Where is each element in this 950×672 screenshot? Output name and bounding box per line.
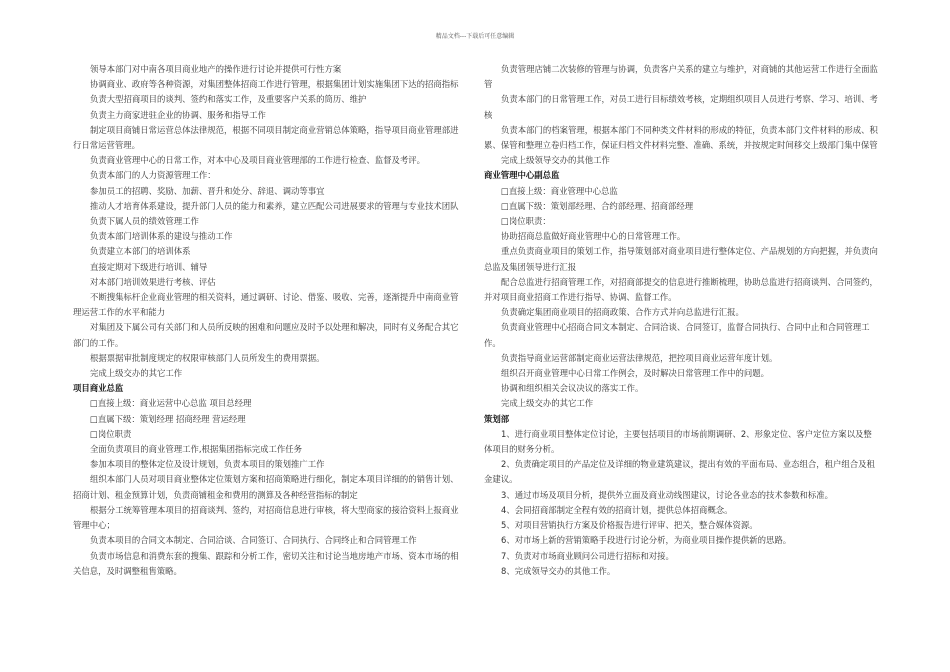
- paragraph: □岗位职责：: [501, 216, 551, 227]
- paragraph: □直接上级：商业运营中心总监 项目总经理: [90, 398, 252, 409]
- paragraph: 负责本部门培训体系的建设与推动工作: [90, 231, 233, 242]
- paragraph: 负责下属人员的绩效管理工作: [90, 216, 199, 227]
- paragraph: 1、进行商业项目整体定位讨论，主要包括项目的市场前期调研、2、形象定位、客户定位方案以及整体项目的财务分析。: [484, 428, 872, 455]
- paragraph: 推动人才培育体系建设，提升部门人员的能力和素养，建立匹配公司进展要求的管理与专业技术团队: [90, 200, 459, 211]
- paragraph: 根据分工统筹管理本项目的招商谈判、签约，对招商信息进行审核，将大型商家的接洽资料上报商业管理中心；: [73, 504, 459, 531]
- paragraph: 负责商业管理中心招商合同文本制定、合同洽谈、合同签订，监督合同执行、合同中止和合同管理工作。: [484, 322, 870, 348]
- paragraph: 对集团及下属公司有关部门和人员所反映的困难和问题应及时予以处理和解决，同时有义务配合其它部门的工作。: [73, 322, 459, 348]
- page-header: 精品文档---下载后可任意编辑: [435, 33, 515, 40]
- paragraph: 负责管理店铺二次装修的管理与协调，负责客户关系的建立与维护，对商铺的其他运营工作进行全面监管: [484, 64, 878, 90]
- paragraph: 负责指导商业运营部制定商业运营法律规范，把控项目商业运营年度计划。: [501, 352, 778, 363]
- right-column: [484, 62, 879, 579]
- paragraph: 负责市场信息和消费东套的搜集、跟踪和分析工作，密切关注和讨论当地房地产市场、资本市场的相关信息，及时调整租售策略。: [73, 550, 459, 576]
- paragraph: 参加员工的招聘、奖励、加薪、晋升和处分、辞退、调动等事宜: [90, 185, 325, 196]
- paragraph: 负责本部门的档案管理，根据本部门不同种类文件材料的形成的特征，负责本部门文件材料的形成、积累、保管和整理立卷归档工作，保证归档文件材料完整、准确、系统，并按规定时间移交上级部门集中保管: [484, 124, 878, 151]
- paragraph: 负责确定集团商业项目的招商政策、合作方式并向总监进行汇报。: [501, 307, 744, 318]
- section-heading: 项目商业总监: [73, 383, 124, 394]
- section-heading: 商业管理中心副总监: [484, 170, 560, 181]
- paragraph: □直属下级：策划部经理、合约部经理、招商部经理: [501, 200, 694, 211]
- paragraph: 直接定期对下级进行培训、辅导: [90, 261, 208, 272]
- paragraph: 组织本部门人员对项目商业整体定位策划方案和招商策略进行细化，制定本项目详细的的销售计划、招商计划、租金预算计划，负责商铺租金和费用的测算及各种经营指标的制定: [73, 474, 459, 500]
- paragraph: 完成上级交办的其它工作: [90, 368, 183, 379]
- paragraph: 领导本部门对中南各项目商业地产的操作进行讨论并提供可行性方案: [90, 64, 342, 74]
- paragraph: 全面负责项目的商业管理工作,根据集团指标完成工作任务: [90, 444, 303, 455]
- paragraph: 2、负责确定项目的产品定位及详细的物业建筑建议，提出有效的平面布局、业态组合，租户组合及租金建议。: [484, 459, 875, 485]
- left-column: [73, 62, 466, 579]
- paragraph: 负责商业管理中心的日常工作，对本中心及项目商业管理部的工作进行检查、监督及考评。: [90, 155, 425, 166]
- paragraph: 负责本项目的合同文本制定、合同洽谈、合同签订、合同执行、合同终止和合同管理工作: [90, 535, 417, 546]
- paragraph: 6、对市场上新的营销策略手段进行讨论分析，为商业项目操作提供新的思路。: [501, 535, 792, 546]
- paragraph: 完成上级交办的其它工作: [501, 398, 594, 409]
- paragraph: 负责本部门的日常管理工作，对员工进行目标绩效考核，定期组织项目人员进行考察、学习、培训、考核: [484, 94, 878, 120]
- paragraph: 8、完成领导交办的其他工作。: [501, 565, 616, 576]
- paragraph: 负责大型招商项目的谈判、签约和落实工作，及重要客户关系的筒历、维护: [90, 94, 367, 105]
- paragraph: 制定项目商铺日常运营总体法律规范，根据不同项目制定商业营销总体策略，指导项目商业管理部进行日常运营管理。: [73, 124, 459, 151]
- paragraph: 对本部门培训效果进行考核、评估: [90, 276, 216, 287]
- paragraph: □岗位职责: [90, 428, 132, 439]
- section-heading: 策划部: [484, 413, 510, 424]
- paragraph: 参加本项目的整体定位及设计规划，负责本项目的策划推广工作: [90, 459, 325, 470]
- paragraph: 不断搜集标杆企业商业管理的相关资料，通过调研、讨论、借鉴、吸收、完善，逐渐提升中南商业管理运营工作的水平和能力: [73, 292, 459, 318]
- paragraph: 完成上级领导交办的其他工作: [501, 155, 610, 166]
- paragraph: 协调和组织相关会议决议的落实工作。: [501, 383, 644, 394]
- paragraph: 负责建立本部门的培训体系: [90, 246, 191, 257]
- paragraph: 3、通过市场及项目分析，提供外立面及商业动线图建议，讨论各业态的技术参数和标准。: [501, 489, 833, 500]
- paragraph: 协助招商总监做好商业管理中心的日常管理工作。: [501, 231, 686, 242]
- paragraph: 协调商业、政府等各种资源，对集团整体招商工作进行管理，根据集团计划实施集团下达的招商指标: [90, 79, 459, 90]
- paragraph: 负责主力商家进驻企业的协调、服务和指导工作: [90, 109, 266, 120]
- paragraph: 4、会同招商部制定全程有效的招商计划，提供总体招商概念。: [501, 504, 733, 515]
- paragraph: 配合总监进行招商管理工作，对招商部提交的信息进行推断梳理，协助总监进行招商谈判、合同签约，并对项目商业招商工作进行指导、协调、监督工作。: [484, 276, 878, 303]
- paragraph: 根据票据审批制度规定的权限审核部门人员所发生的费用票据。: [90, 352, 325, 363]
- paragraph: 重点负责商业项目的策划工作，指导策划部对商业项目进行整体定位、产品规划的方向把握，并负责向总监及集团领导进行汇报: [484, 246, 878, 272]
- paragraph: □直接上级：商业管理中心总监: [501, 185, 618, 196]
- paragraph: 5、对项目营销执行方案及价格报告进行评审、把关，整合媒体资源。: [501, 520, 758, 531]
- paragraph: 负责本部门的人力资源管理工作：: [90, 170, 216, 181]
- paragraph: 组织召开商业管理中心日常工作例会，及时解决日常管理工作中的问题。: [501, 368, 769, 379]
- paragraph: □直属下级：策划经理 招商经理 营运经理: [90, 413, 246, 424]
- paragraph: 7、负责对市场商业顾问公司进行招标和对接。: [501, 550, 674, 561]
